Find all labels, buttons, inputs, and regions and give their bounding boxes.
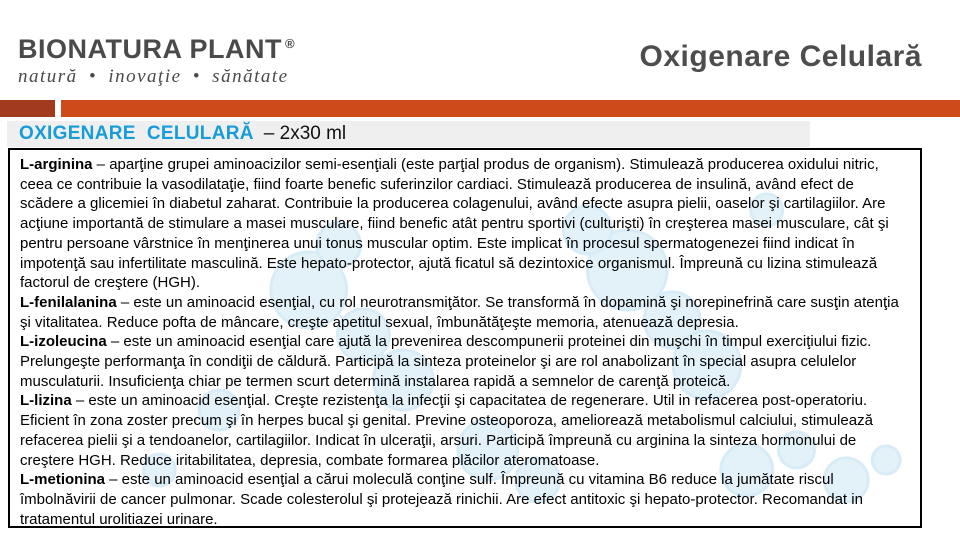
product-name: OXIGENARE CELULARĂ — [19, 123, 254, 144]
amino-acid-name: L-arginina — [20, 156, 93, 173]
amino-acid-name: L-metionina — [20, 471, 105, 489]
description-paragraphs — [10, 150, 920, 528]
paragraph-l-izoleucina — [20, 332, 910, 391]
amino-acid-name: L-lizina — [20, 392, 72, 410]
registered-trademark-icon: ® — [284, 36, 295, 51]
paragraph-l-metionina — [20, 470, 910, 528]
paragraph-l-arginina — [20, 155, 910, 293]
amino-acid-name: L-izoleucina — [20, 333, 107, 351]
brand-tagline: natură • inovaţie • sănătate — [18, 66, 289, 87]
paragraph-text: – este un aminoacid esenţial care ajută la prevenirea descompunerii proteinei din muşchi în timpul exerciţiului fizic. Prelungeşte performanţa în condiţii de căldură. Participă la sinteza proteinelor şi are rol anabolizant în special asupra celulelor musculaturii. Insuficienţa chiar pe termen scurt determină instalarea rapidă a semnelor de carenţă proteică. — [20, 333, 872, 390]
product-dose: – 2x30 ml — [263, 123, 347, 144]
product-subtitle-strip — [7, 121, 810, 147]
brand-name-row — [18, 34, 295, 65]
paragraph-text: – este un aminoacid esenţial, cu rol neurotransmiţător. Se transformă în dopamină şi norepinefrină care susţin atenţia şi vitalitatea. Reduce pofta de mâncare, creşte apetitul sexual, îmbunătăţeşte memoria, atenuează depresia. — [20, 293, 899, 331]
accent-bar-dark-segment — [0, 100, 55, 117]
page-title: Oxigenare Celulară — [639, 40, 922, 73]
description-box — [8, 148, 922, 528]
paragraph-text: – este un aminoacid esenţial. Creşte rezistenţa la infecţii şi capacitatea de regenerare. Util in refacerea post-operatoriu. Eficient în zona zoster precum şi în herpes bucal şi genital. Previne osteoporoza, ameliorează metabolismul calciului, stimulează refacerea pielii şi a tendoanelor, cartilagiilor. Indicat în ulceraţii, arsuri. Participă împreună cu arginina la sinteza hormonului de creştere HGH. Reduce iritabilitatea, depresia, combate formarea plăcilor ateromatoase. — [20, 392, 873, 469]
amino-acid-name: L-fenilalanina — [20, 293, 117, 311]
brand-logo — [18, 34, 295, 88]
paragraph-text: – aparţine grupei aminoacizilor semi-esenţiali (este parţial produs de organism). Stimulează producerea oxidului nitric, ceea ce contribuie la vasodilataţie, fiind foarte benefic suferinzilor cardiaci. Stimulează producerea de insulină, având efect de scădere a glicemiei în diabetul zaharat. Contribuie la producerea colagenului, având efecte asupra pielii, oaselor şi cartilagiilor. Are acţiune importantă de stimulare a masei musculare, fiind benefic atât pentru sportivi (culturişti) în creşterea masei musculare, cât şi pentru persoane vârstnice în menţinerea unui tonus muscular optim. Este implicat în procesul spermatogenezei fiind indicat în impotenţă sau infertilitate masculină. Este hepato-protector, ajută ficatul să dezintoxice organismul. Împreună cu lizina stimulează factorul de creştere (HGH). — [20, 156, 889, 292]
accent-bar-orange-segment — [61, 100, 960, 117]
accent-bar — [0, 100, 960, 117]
paragraph-l-lizina — [20, 391, 910, 470]
brand-name: BIONATURA PLANT — [18, 34, 282, 64]
paragraph-text: – este un aminoacid esenţial a cărui moleculă conţine sulf. Împreună cu vitamina B6 reduce la jumătate riscul îmbolnăvirii de cancer pulmonar. Scade colesterolul şi protejează rinichii. Are efect antitoxic şi hepato-protector. Recomandat in tratamentul urolitiazei urinare. — [20, 471, 863, 528]
paragraph-l-fenilalanina — [20, 293, 910, 332]
